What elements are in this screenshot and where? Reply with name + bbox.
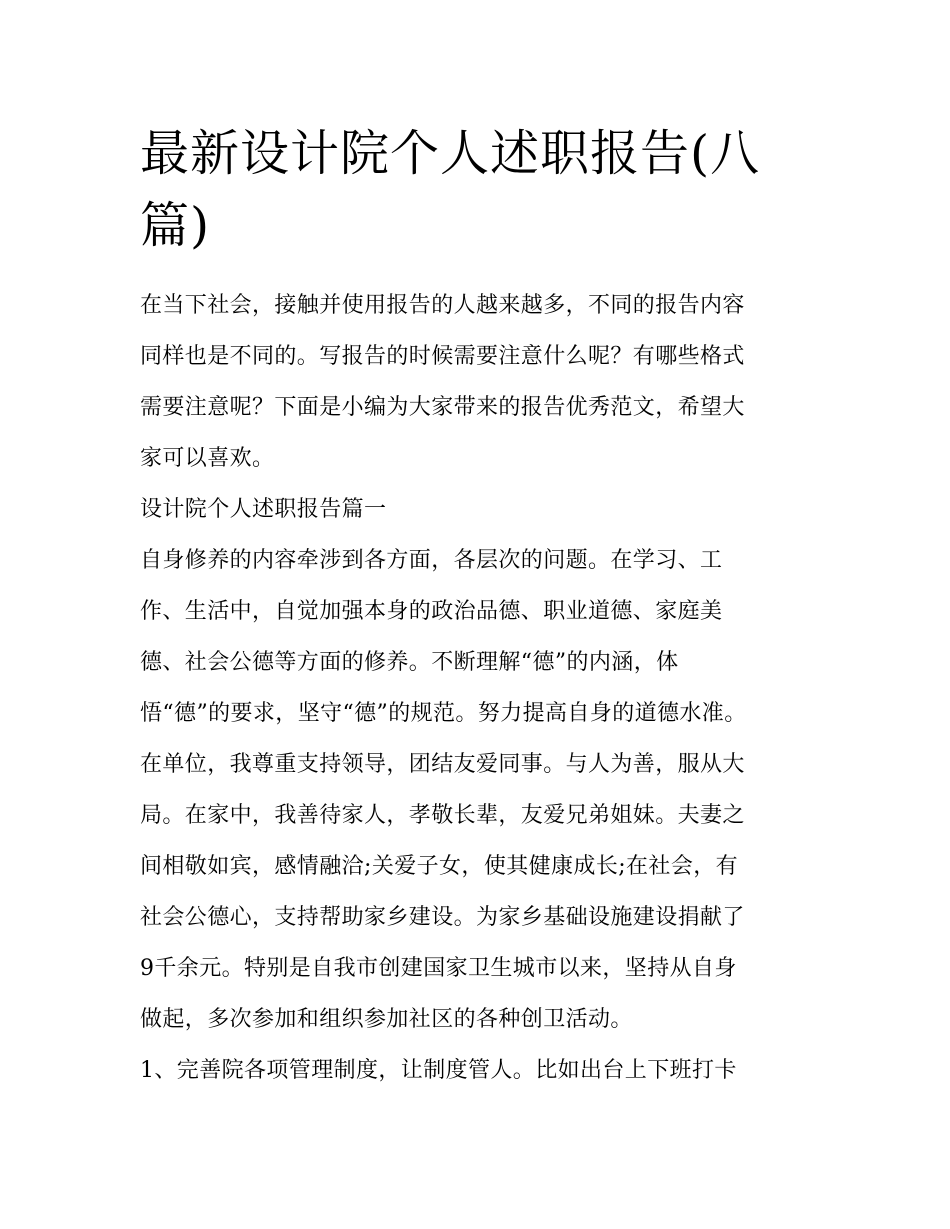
list-item-line: 1、完善院各项管理制度，让制度管人。比如出台上下班打卡: [140, 1058, 737, 1083]
document-body: [140, 280, 820, 1096]
paragraph-line: 社会公德心，支持帮助家乡建设。为家乡基础设施建设捐献了: [140, 905, 745, 930]
intro-line: 在当下社会，接触并使用报告的人越来越多，不同的报告内容: [140, 293, 745, 318]
paragraph-line: 局。在家中，我善待家人，孝敬长辈，友爱兄弟姐妹。夫妻之: [140, 803, 745, 828]
title-line: 篇): [140, 197, 211, 254]
paragraph-line: 自身修养的内容牵涉到各方面，各层次的问题。在学习、工: [140, 548, 723, 573]
intro-line: 同样也是不同的。写报告的时候需要注意什么呢？有哪些格式: [140, 344, 745, 369]
paragraph-line: 德、社会公德等方面的修养。不断理解“德”的内涵，体: [140, 650, 679, 675]
title-line: 最新设计院个人述职报告(八: [140, 125, 761, 182]
paragraph-line: 做起，多次参加和组织参加社区的各种创卫活动。: [140, 1007, 633, 1032]
paragraph-line: 作、生活中，自觉加强本身的政治品德、职业道德、家庭美: [140, 599, 723, 624]
intro-line: 家可以喜欢。: [140, 446, 275, 471]
paragraph-line: 在单位，我尊重支持领导，团结友爱同事。与人为善，服从大: [140, 752, 745, 777]
document-title: [140, 118, 840, 262]
paragraph-line: 悟“德”的要求，坚守“德”的规范。努力提高自身的道德水准。: [140, 701, 747, 726]
paragraph-line: 间相敬如宾，感情融洽;关爱子女，使其健康成长;在社会，有: [140, 854, 739, 879]
paragraph-line: 9千余元。特别是自我市创建国家卫生城市以来，坚持从自身: [140, 956, 737, 981]
intro-line: 需要注意呢？下面是小编为大家带来的报告优秀范文，希望大: [140, 395, 745, 420]
section-heading: 设计院个人述职报告篇一: [140, 497, 387, 522]
